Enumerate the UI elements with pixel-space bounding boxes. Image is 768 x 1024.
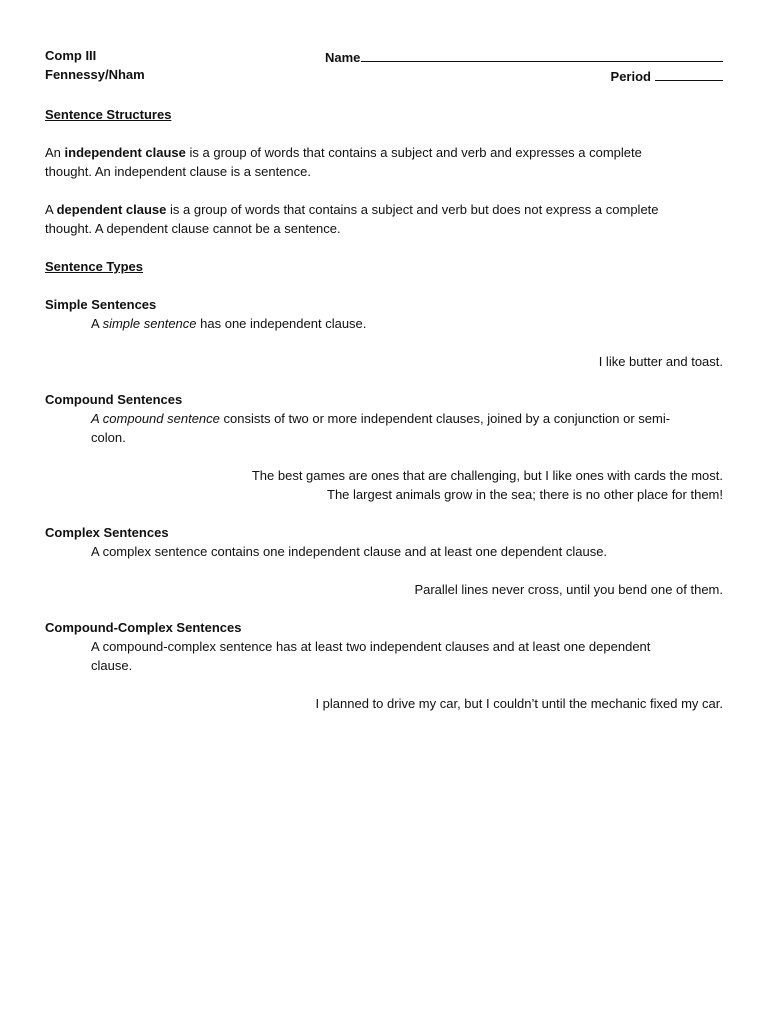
compound-rest: consists of two or more independent clauses, joined by a conjunction or semi- xyxy=(219,411,671,426)
compound-definition xyxy=(45,409,723,428)
independent-clause-definition xyxy=(45,143,723,162)
compound-complex-definition-line2: clause. xyxy=(91,658,133,673)
complex-title: Complex Sentences xyxy=(45,525,169,540)
independent-clause-line2: thought. An independent clause is a sentence. xyxy=(45,164,311,179)
compound-example-2: The largest animals grow in the sea; there is no other place for them! xyxy=(327,487,723,502)
dependent-clause-definition xyxy=(45,200,723,219)
teacher-names: Fennessy/Nham xyxy=(45,67,145,82)
compound-title: Compound Sentences xyxy=(45,392,183,407)
dependent-rest: is a group of words that contains a subject and verb but does not express a complete xyxy=(166,202,659,217)
compound-complex-example: I planned to drive my car, but I couldn’t until the mechanic fixed my car. xyxy=(315,696,723,711)
simple-lead: A xyxy=(91,316,103,331)
complex-definition: A complex sentence contains one independent clause and at least one dependent clause. xyxy=(91,544,608,559)
independent-lead: An xyxy=(45,145,65,160)
independent-clause-term: independent clause xyxy=(64,145,186,160)
period-label: Period xyxy=(610,69,651,84)
compound-example-1: The best games are ones that are challenging, but I like ones with cards the most. xyxy=(251,468,723,483)
simple-title: Simple Sentences xyxy=(45,297,157,312)
period-field xyxy=(611,67,723,84)
simple-example: I like butter and toast. xyxy=(598,354,723,369)
course-name: Comp III xyxy=(45,48,97,63)
dependent-clause-line2: thought. A dependent clause cannot be a sentence. xyxy=(45,221,341,236)
compound-definition-line2: colon. xyxy=(91,430,126,445)
compound-complex-definition: A compound-complex sentence has at least two independent clauses and at least one dependent xyxy=(91,639,651,654)
simple-term: simple sentence xyxy=(102,316,197,331)
simple-rest: has one independent clause. xyxy=(196,316,367,331)
independent-rest: is a group of words that contains a subject and verb and expresses a complete xyxy=(185,145,642,160)
structures-heading: Sentence Structures xyxy=(45,107,172,122)
compound-term: A compound sentence xyxy=(91,411,220,426)
name-field xyxy=(325,48,723,65)
name-label: Name xyxy=(325,50,361,65)
dependent-clause-term: dependent clause xyxy=(56,202,167,217)
name-blank-line xyxy=(361,48,723,62)
header-row-2 xyxy=(45,67,723,86)
simple-definition xyxy=(45,314,723,333)
header-row-1 xyxy=(45,48,723,67)
complex-example: Parallel lines never cross, until you bend one of them. xyxy=(414,582,723,597)
types-heading: Sentence Types xyxy=(45,259,144,274)
dependent-lead: A xyxy=(45,202,57,217)
compound-complex-title: Compound-Complex Sentences xyxy=(45,620,242,635)
period-blank-line xyxy=(655,67,723,81)
worksheet-page xyxy=(45,48,723,713)
